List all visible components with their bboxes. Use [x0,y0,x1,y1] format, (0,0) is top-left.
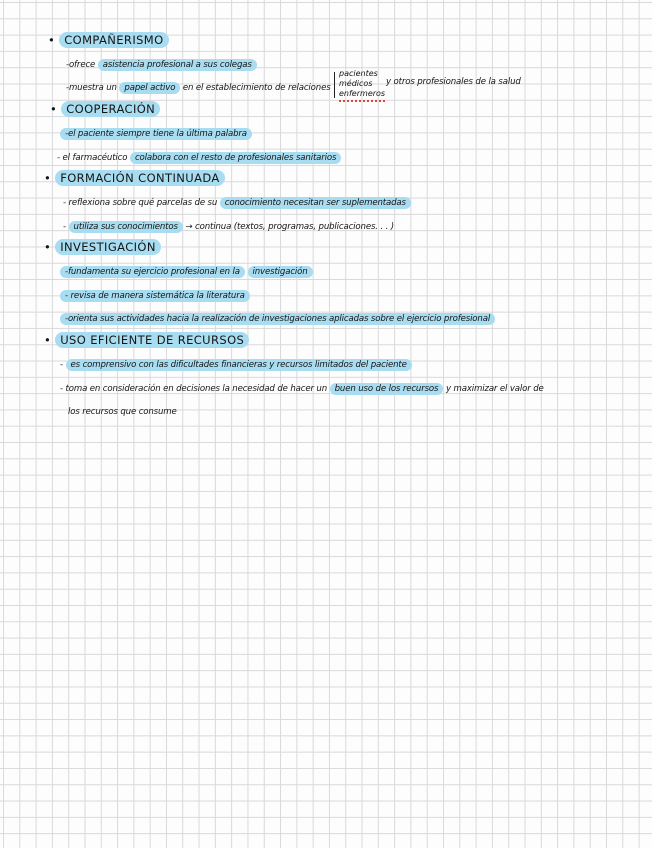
heading-text: COOPERACIÓN [61,101,160,117]
note-line [386,74,521,90]
note-text: en el establecimiento de relaciones [182,83,331,93]
list-item-enfermeros: enfermeros [339,89,385,102]
heading-text: USO EFICIENTE DE RECURSOS [55,332,249,348]
note-text: -ofrece [66,60,96,70]
bullet-dot: • [50,102,58,116]
highlighted-text: papel activo [119,82,180,94]
bullet-dot: • [44,333,52,347]
note-line [60,288,250,304]
highlighted-text: es comprensivo con las dificultades financieras y recursos limitados del paciente [66,359,412,371]
highlighted-text: buen uso de los recursos [330,383,444,395]
highlighted-text: conocimiento necesitan ser suplementadas [220,197,411,209]
note-line [60,264,313,280]
highlighted-text: -orienta sus actividades hacia la realización de investigaciones aplicadas sobre el ejercicio profesional [60,313,495,325]
section-heading-uso-eficiente-de-recursos [44,332,249,348]
note-text: -muestra un [66,83,117,93]
heading-text: COMPAÑERISMO [59,32,168,48]
section-heading-formacion-continuada [44,170,225,186]
note-text: - reflexiona sobre qué parcelas de su [63,198,218,208]
highlighted-text: utiliza sus conocimientos [69,221,183,233]
list-bracket [334,72,335,98]
note-line [66,57,257,73]
note-line [60,357,412,373]
highlighted-text: investigación [248,266,313,278]
list-item-medicos: médicos [339,79,373,88]
note-text: los recursos que consume [68,407,177,417]
note-text: - [63,222,66,232]
note-text: - toma en consideración en decisiones la necesidad de hacer un [60,384,328,394]
note-line [60,126,252,142]
section-heading-companerismo [48,32,169,48]
section-heading-investigacion [44,239,161,255]
list-item-pacientes: pacientes [339,69,378,78]
bullet-dot: • [44,171,52,185]
highlighted-text: -fundamenta su ejercicio profesional en la [60,266,245,278]
heading-text: FORMACIÓN CONTINUADA [55,170,224,186]
note-text: y maximizar el valor de [445,384,544,394]
section-heading-cooperacion [50,101,160,117]
highlighted-text: -el paciente siempre tiene la última palabra [60,128,252,140]
bullet-dot: • [44,240,52,254]
note-text: y otros profesionales de la salud [386,77,521,87]
note-line [60,381,544,397]
note-line [63,195,411,211]
note-line [60,311,495,327]
note-line [57,150,341,166]
note-text: - [60,360,63,370]
note-text: - el farmacéutico [57,153,128,163]
note-text: → continua (textos, programas, publicaciones. . . ) [185,222,394,232]
highlighted-text: asistencia profesional a sus colegas [98,59,257,71]
note-line [66,80,331,96]
highlighted-text: - revisa de manera sistemática la literatura [60,290,250,302]
highlighted-text: colabora con el resto de profesionales sanitarios [130,152,341,164]
bullet-dot: • [48,33,56,47]
note-line [68,404,177,420]
heading-text: INVESTIGACIÓN [55,239,161,255]
note-line [63,219,394,235]
